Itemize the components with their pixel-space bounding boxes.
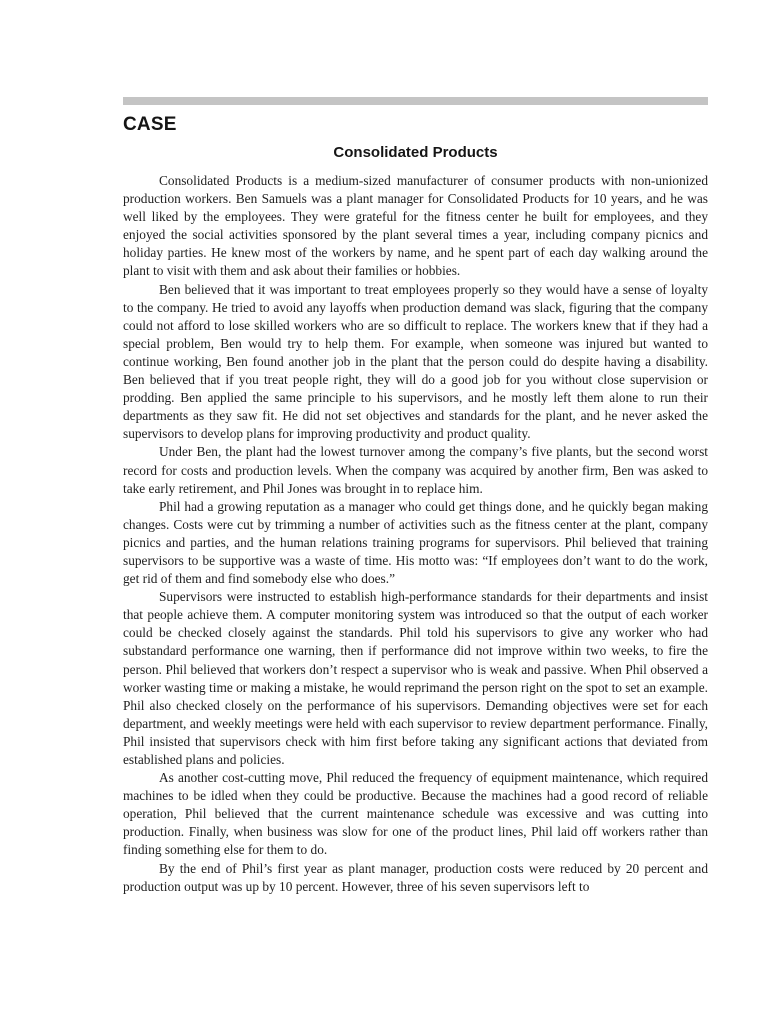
paragraph: By the end of Phil’s first year as plant manager, production costs were reduced by 20 percent and production output was up by 10 percent. However, three of his seven supervisors left to (123, 860, 708, 894)
paragraph: Phil had a growing reputation as a manager who could get things done, and he quickly began making changes. Costs were cut by trimming a number of activities such as the fitness center at the plant, company picnics and parties, and the human relations training programs for supervisors. Phil believed that training supervisors to be supportive was a waste of time. His motto was: “If employees don’t want to do the work, get rid of them and find somebody else who does.” (123, 498, 708, 587)
paragraph: Consolidated Products is a medium-sized manufacturer of consumer products with non-unionized production workers. Ben Samuels was a plant manager for Consolidated Products for 10 years, and he was well liked by the employees. They were grateful for the fitness center he built for employees, and they enjoyed the social activities sponsored by the plant several times a year, including company picnics and holiday parties. He knew most of the workers by name, and he spent part of each day walking around the plant to visit with them and ask about their families or hobbies. (123, 173, 708, 279)
case-title: Consolidated Products (333, 144, 498, 161)
paragraph: As another cost-cutting move, Phil reduced the frequency of equipment maintenance, which required machines to be idled when they could be productive. Because the machines had a good record of reliable operation, Phil believed that the current maintenance schedule was excessive and was cutting into production. Finally, when business was slow for one of the product lines, Phil laid off workers rather than finding something else for them to do. (123, 770, 708, 858)
paragraph: Ben believed that it was important to treat employees properly so they would have a sense of loyalty to the company. He tried to avoid any layoffs when production demand was slack, figuring that the company could not afford to lose skilled workers who are so difficult to replace. The workers knew that if they had a special problem, Ben would try to help them. For example, when someone was injured but wanted to continue working, Ben found another job in the plant that the person could do despite having a disability. Ben believed that if you treat people right, they will do a good job for you without close supervision or prodding. Ben applied the same principle to his supervisors, and he mostly left them alone to run their departments as they saw fit. He did not set objectives and standards for the plant, and he never asked the supervisors to develop plans for improving productivity and product quality. (123, 281, 708, 442)
case-heading: CASE (123, 114, 177, 135)
paragraph: Under Ben, the plant had the lowest turnover among the company’s five plants, but the second worst record for costs and production levels. When the company was acquired by another firm, Ben was asked to take early retirement, and Phil Jones was brought in to replace him. (123, 444, 708, 496)
paragraph: Supervisors were instructed to establish high-performance standards for their departments and insist that people achieve them. A computer monitoring system was introduced so that the output of each worker could be checked closely against the standards. Phil told his supervisors to give any worker who had substandard performance one warning, then if performance did not improve within two weeks, to fire the person. Phil believed that workers don’t respect a supervisor who is weak and passive. When Phil observed a worker wasting time or making a mistake, he would reprimand the person right on the spot to set an example. Phil also checked closely on the performance of his supervisors. Demanding objectives were set for each department, and weekly meetings were held with each supervisor to review department performance. Finally, Phil insisted that supervisors check with him first before taking any significant actions that deviated from established plans and policies. (123, 589, 708, 767)
case-body (123, 172, 708, 896)
section-rule (123, 97, 708, 105)
